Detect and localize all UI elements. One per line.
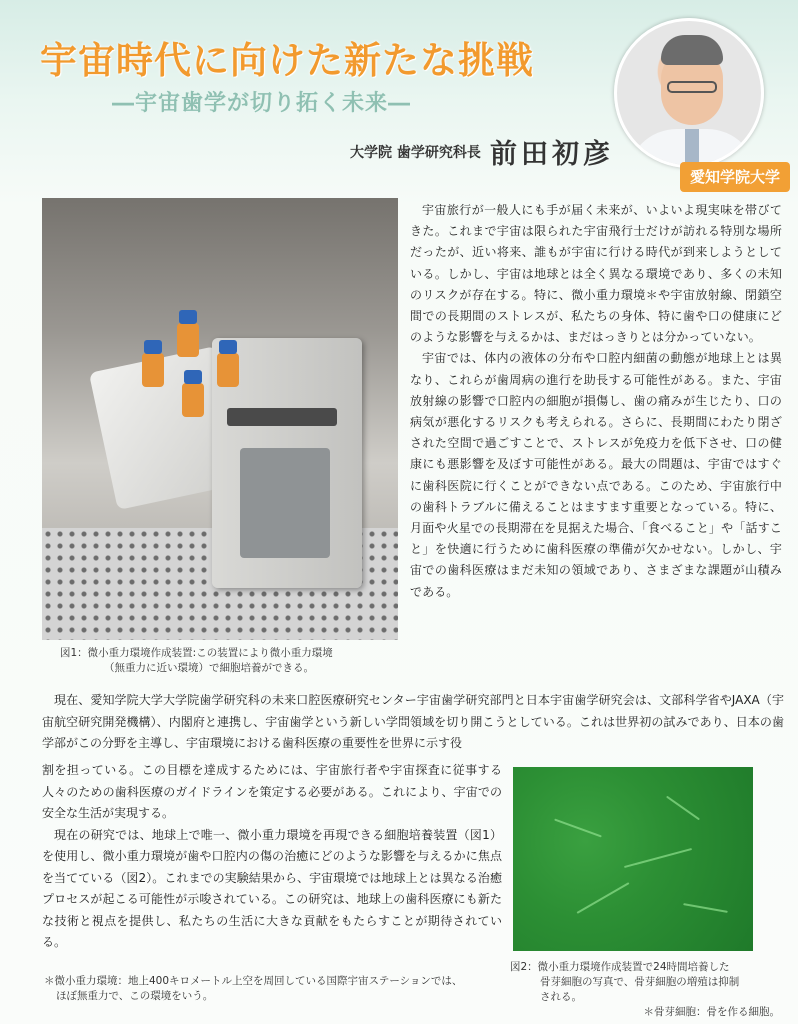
figure2-micrograph — [513, 767, 753, 951]
right-column-text — [410, 200, 782, 603]
footnote-line1: ＊微小重力環境：地上400キロメートル上空を周回している国際宇宙ステーションでは、 — [44, 975, 463, 987]
cell-streak — [554, 819, 602, 838]
figure2-caption — [510, 960, 780, 1020]
paragraph-4: 現在の研究では、地球上で唯一、微小重力環境を再現できる細胞培養装置（図1）を使用し、微小重力環境が歯や口腔内の傷の治癒にどのような影響を与えるかに焦点を当てている（図2）。これまでの実験結果から、宇宙環境では地球上とは異なる治癒プロセスが起こる可能性が示唆されている。この研究は、地球上の歯科医療にも新たな技術と視点を提供し、私たちの生活に大きな貢献をもたらすことが期待されている。 — [42, 827, 502, 949]
figure1-caption-line1: 図1：微小重力環境作成装置:この装置により微小重力環境 — [60, 647, 333, 659]
university-badge: 愛知学院大学 — [680, 162, 790, 192]
footnote-line2: ほぼ無重力で、この環境をいう。 — [56, 990, 214, 1002]
cell-streak — [577, 882, 630, 914]
culture-flask — [182, 383, 204, 417]
culture-flask — [177, 323, 199, 357]
culture-flask — [217, 353, 239, 387]
author-title: 大学院 歯学研究科長 — [350, 145, 481, 161]
paragraph-2: 宇宙では、体内の液体の分布や口腔内細菌の動態が地球上とは異なり、これらが歯周病の進行を助長する可能性がある。また、宇宙放射線の影響で口腔内の細胞が損傷し、歯の痛みが生じたり、口の病気が悪化するリスクも考えられる。さらに、長期間にわたり閉ざされた空間で過ごすことで、ストレスが免疫力を低下させ、口の健康にも悪影響を及ぼす可能性がある。最大の問題は、宇宙ではすぐに歯科医院に行くことができない点である。このため、宇宙旅行中の歯科トラブルに備えることはますます重要となっている。特に、月面や火星での長期滞在を見据えた場合、「食べること」や「話すこと」を快適に行うために歯科医療の準備が欠かせない。しかし、宇宙での歯科医療はまだ未知の領域であり、さまざまな課題が山積みである。 — [410, 351, 782, 599]
figure2-caption-line1: 図2：微小重力環境作成装置で24時間培養した — [510, 961, 730, 973]
figure2-caption-note: ＊骨芽細胞：骨を作る細胞。 — [643, 1006, 780, 1018]
portrait-glasses — [667, 81, 717, 93]
portrait-hair — [661, 35, 723, 65]
flask-cap — [219, 340, 237, 354]
paragraph-3-rest: 割を担っている。この目標を達成するためには、宇宙旅行者や宇宙探査に従事する人々のための歯科医療のガイドラインを策定する必要がある。これにより、宇宙での安全な生活が実現する。 — [42, 763, 502, 820]
culture-flask — [142, 353, 164, 387]
paragraph-3-top: 現在、愛知学院大学大学院歯学研究科の未来口腔医療研究センター宇宙歯学研究部門と日本宇宙歯学研究会は、文部科学省やJAXA（宇宙航空研究開発機構）、内閣府と連携し、宇宙歯学という新しい学問領域を切り開こうとしている。これは世界初の試みであり、日本の歯学部がこの分野を主導し、宇宙環境における歯科医療の重要性を世界に示す役 — [42, 693, 784, 750]
paragraph-1: 宇宙旅行が一般人にも手が届く未来が、いよいよ現実味を帯びてきた。これまで宇宙は限られた宇宙飛行士だけが訪れる特別な場所だったが、近い将来、誰もが宇宙に行ける時代が到来しようとしている。しかし、宇宙は地球とは全く異なる環境であり、多くの未知のリスクが存在する。特に、微小重力環境＊や宇宙放射線、閉鎖空間での長期間のストレスが、私たちの身体、特に歯や口の健康にどのような影響を与えるかは、まだはっきりとは分かっていない。 — [410, 203, 782, 345]
device-control-panel — [240, 448, 330, 558]
page-subtitle: ―宇宙歯学が切り拓く未来― — [112, 91, 412, 116]
figure1-caption-line2: （無重力に近い環境）で細胞培養ができる。 — [104, 662, 314, 674]
page-title: 宇宙時代に向けた新たな挑戦 — [40, 39, 534, 82]
author-portrait — [614, 18, 764, 168]
figure1-caption — [60, 646, 390, 676]
figure2-caption-line2: 骨芽細胞の写真で、骨芽細胞の増殖は抑制 — [540, 976, 740, 988]
cell-streak — [624, 848, 692, 868]
flask-cap — [179, 310, 197, 324]
flask-cap — [184, 370, 202, 384]
lower-left-text — [42, 760, 502, 954]
author-name: 前田初彦 — [490, 139, 614, 170]
footnote — [44, 974, 504, 1004]
figure1-photo — [42, 198, 398, 640]
cell-streak — [666, 796, 700, 821]
device-slot — [227, 408, 337, 426]
cell-streak — [683, 903, 728, 913]
figure2-caption-line3: される。 — [540, 991, 582, 1003]
flask-cap — [144, 340, 162, 354]
